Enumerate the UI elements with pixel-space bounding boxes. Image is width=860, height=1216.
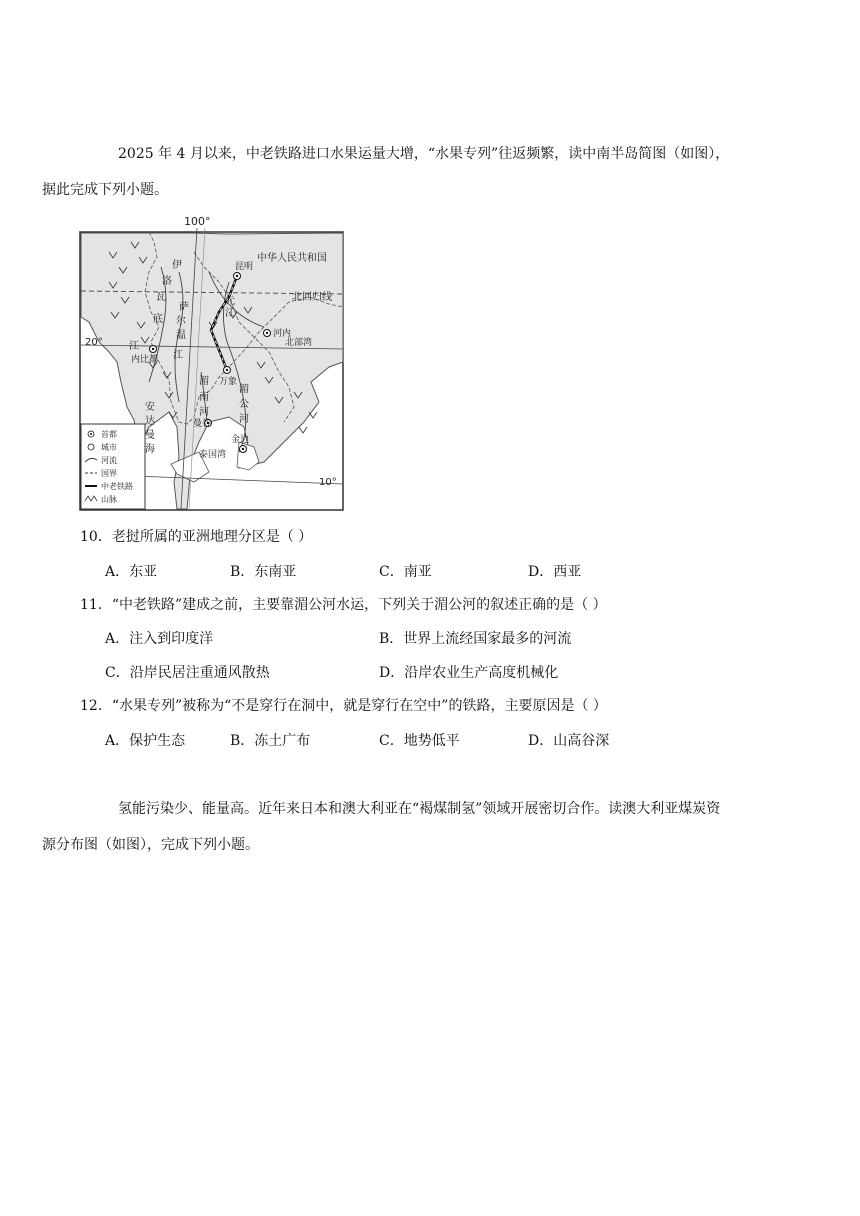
indochina-map	[79, 212, 345, 512]
q11-option-a[interactable]: A．注入到印度洋	[105, 631, 214, 647]
q10-option-a[interactable]: A．东亚	[105, 564, 158, 580]
gulf-of-thailand-label: 泰国湾	[199, 450, 227, 460]
svg-text:湄: 湄	[199, 376, 209, 387]
svg-text:公: 公	[239, 399, 249, 410]
hanoi-label: 河内	[273, 329, 292, 339]
question-10-stem: 10．老挝所属的亚洲地理分区是（ ）	[80, 529, 313, 545]
q12-option-a[interactable]: A．保护生态	[105, 733, 186, 749]
svg-text:曼: 曼	[145, 430, 155, 441]
q12-option-c[interactable]: C．地势低平	[379, 733, 460, 749]
svg-text:尔: 尔	[176, 316, 186, 327]
svg-text:河流: 河流	[101, 456, 117, 465]
svg-text:洛: 洛	[162, 276, 172, 287]
intro-2-line-1: 氢能污染少、能量高。近年来日本和澳大利亚在“褐煤制氢”领域开展密切合作。读澳大利亚煤炭资	[118, 801, 721, 817]
svg-text:安: 安	[145, 402, 155, 413]
yuan-river-label: 元	[225, 296, 235, 307]
bangkok-label: 曼谷	[193, 419, 212, 429]
intro-paragraph-1	[42, 136, 780, 208]
intro-2-line-2: 源分布图（如图），完成下列小题。	[42, 837, 259, 853]
svg-text:河: 河	[199, 407, 209, 418]
svg-text:河: 河	[239, 414, 249, 425]
latitude-label-10: 10°	[319, 477, 337, 488]
svg-text:江: 江	[173, 350, 183, 361]
svg-text:达: 达	[145, 416, 155, 427]
svg-text:首都: 首都	[101, 430, 117, 439]
svg-text:瓦: 瓦	[156, 292, 166, 303]
q11-option-c[interactable]: C．沿岸民居注重通风散热	[105, 665, 270, 681]
q12-option-d[interactable]: D．山高谷深	[528, 733, 610, 749]
intro-1-line-1: 2025 年 4 月以来，中老铁路进口水果运量大增，“水果专列”往返频繁，读中南半岛简图（如图），	[118, 146, 730, 162]
svg-text:伊: 伊	[172, 260, 182, 271]
svg-text:中老铁路: 中老铁路	[101, 482, 133, 491]
naypyidaw-label: 内比都	[131, 355, 159, 365]
menam-label	[199, 375, 209, 418]
capital-bangkok	[193, 418, 212, 429]
china-label: 中华人民共和国	[257, 253, 327, 264]
svg-text:山脉: 山脉	[101, 495, 117, 504]
intro-1-line-2: 据此完成下列小题。	[42, 182, 168, 198]
q11-option-d[interactable]: D．沿岸农业生产高度机械化	[379, 665, 559, 681]
q10-option-c[interactable]: C．南亚	[379, 564, 432, 580]
question-11-stem: 11．“中老铁路”建成之前，主要靠湄公河水运，下列关于湄公河的叙述正确的是（ ）	[80, 597, 607, 613]
yuan-river-label-2: 江	[225, 308, 235, 319]
svg-text:湄: 湄	[239, 384, 249, 395]
svg-text:海: 海	[145, 444, 155, 455]
intro-paragraph-2	[42, 791, 780, 863]
q10-option-b[interactable]: B．东南亚	[230, 564, 297, 580]
svg-text:底: 底	[153, 314, 163, 325]
svg-text:萨: 萨	[179, 302, 189, 313]
gulf-of-tonkin-label: 北部湾	[285, 338, 313, 348]
svg-text:江: 江	[129, 341, 139, 352]
vientiane-label: 万象	[219, 377, 238, 387]
tropic-label: 北回归线	[292, 292, 332, 303]
svg-text:南: 南	[199, 392, 209, 403]
kunming-label: 昆明	[235, 262, 254, 272]
latitude-label-20: 20°	[85, 337, 103, 348]
map-legend	[81, 424, 145, 509]
question-12-stem: 12．“水果专列”被称为“不是穿行在洞中，就是穿行在空中”的铁路，主要原因是（ ）	[80, 698, 607, 714]
svg-text:国界: 国界	[101, 469, 117, 478]
phnompenh-label: 金边	[231, 435, 250, 445]
q12-option-b[interactable]: B．冻土广布	[230, 733, 311, 749]
q11-option-b[interactable]: B．世界上流经国家最多的河流	[379, 631, 572, 647]
longitude-label-100: 100°	[184, 215, 211, 228]
svg-text:城市: 城市	[101, 443, 117, 452]
q10-option-d[interactable]: D．西亚	[528, 564, 582, 580]
mekong-label	[239, 383, 249, 425]
svg-text:温: 温	[176, 330, 186, 341]
